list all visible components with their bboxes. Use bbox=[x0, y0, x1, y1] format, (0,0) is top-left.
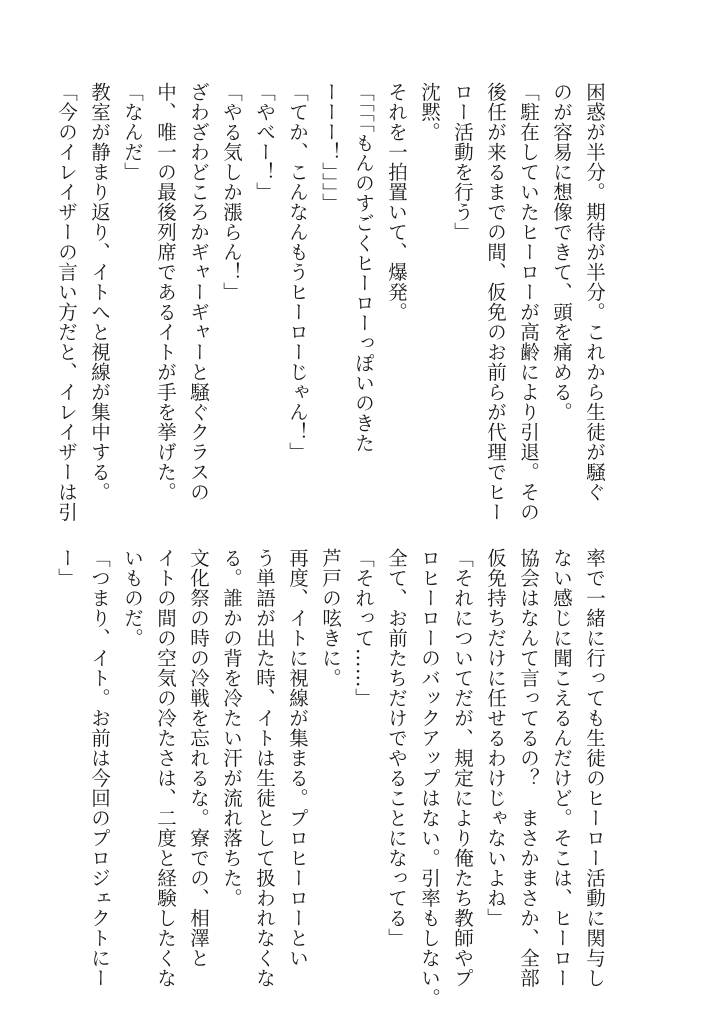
text-line: いものだ。 bbox=[121, 548, 144, 648]
text-line: 率で一緒に行っても生徒のヒーロー活動に関与し bbox=[583, 548, 606, 988]
text-line: 「やる気しか漲らん！」 bbox=[220, 82, 243, 302]
text-line: 「やべー！」 bbox=[253, 82, 276, 202]
text-line: る。誰かの背を冷たい汗が流れ落ちた。 bbox=[220, 548, 243, 908]
text-line: ロヒーローのバックアップはない。引率もしない。 bbox=[418, 548, 441, 1008]
text-line: 困惑が半分。期待が半分。これから生徒が騒ぐ bbox=[583, 82, 606, 502]
text-line: ーーー！」」」」 bbox=[319, 82, 342, 213]
text-line: それを一拍置いて、爆発。 bbox=[385, 82, 408, 322]
text-line: 再度、イトに視線が集まる。プロヒーローとい bbox=[286, 548, 309, 968]
text-line: 全て、お前たちだけでやることになってる」 bbox=[385, 548, 408, 948]
text-line: う単語が出た時、イトは生徒として扱われなくな bbox=[253, 548, 276, 988]
text-line: 教室が静まり返り、イトへと視線が集中する。 bbox=[88, 82, 111, 502]
text-line: 協会はなんて言ってるの？ まさかまさか、全部 bbox=[517, 548, 540, 988]
text-line: ざわざわどころかギャーギャーと騒ぐクラスの bbox=[187, 82, 210, 502]
text-line: 中、唯一の最後列席であるイトが手を挙げた。 bbox=[154, 82, 177, 502]
text-line: イトの間の空気の冷たさは、二度と経験したくな bbox=[154, 548, 177, 988]
text-line: 芦戸の呟きに。 bbox=[319, 548, 342, 688]
text-line: ない感じに聞こえるんだけど。そこは、ヒーロー bbox=[550, 548, 573, 988]
text-line: 沈黙。 bbox=[418, 82, 441, 142]
text-line: 「「「「もんのすごくヒーローっぽいのきた bbox=[352, 82, 375, 453]
text-line: 「てか、こんなんもうヒーローじゃん！」 bbox=[286, 82, 309, 462]
text-line: 「それについてだが、規定により俺たち教師やプ bbox=[451, 548, 474, 988]
text-line: 「それって……」 bbox=[352, 548, 375, 708]
text-line: 仮免持ちだけに任せるわけじゃないよね」 bbox=[484, 548, 507, 928]
text-line: のが容易に想像できて、頭を痛める。 bbox=[550, 82, 573, 422]
lower-text-block bbox=[50, 548, 611, 1008]
text-line: ー」 bbox=[55, 548, 78, 588]
text-line: 「なんだ」 bbox=[121, 82, 144, 182]
text-line: ロー活動を行う」 bbox=[451, 82, 474, 242]
text-line: 「今のイレイザーの言い方だと、イレイザーは引 bbox=[55, 82, 78, 522]
upper-text-block bbox=[50, 82, 611, 522]
text-line: 文化祭の時の冷戦を忘れるな。寮での、相澤と bbox=[187, 548, 210, 968]
text-line: 後任が来るまでの間、仮免のお前らが代理でヒー bbox=[484, 82, 507, 522]
text-line: 「つまり、イト。お前は今回のプロジェクトにー bbox=[88, 548, 111, 988]
text-line: 「駐在していたヒーローが高齢により引退。その bbox=[517, 82, 540, 522]
